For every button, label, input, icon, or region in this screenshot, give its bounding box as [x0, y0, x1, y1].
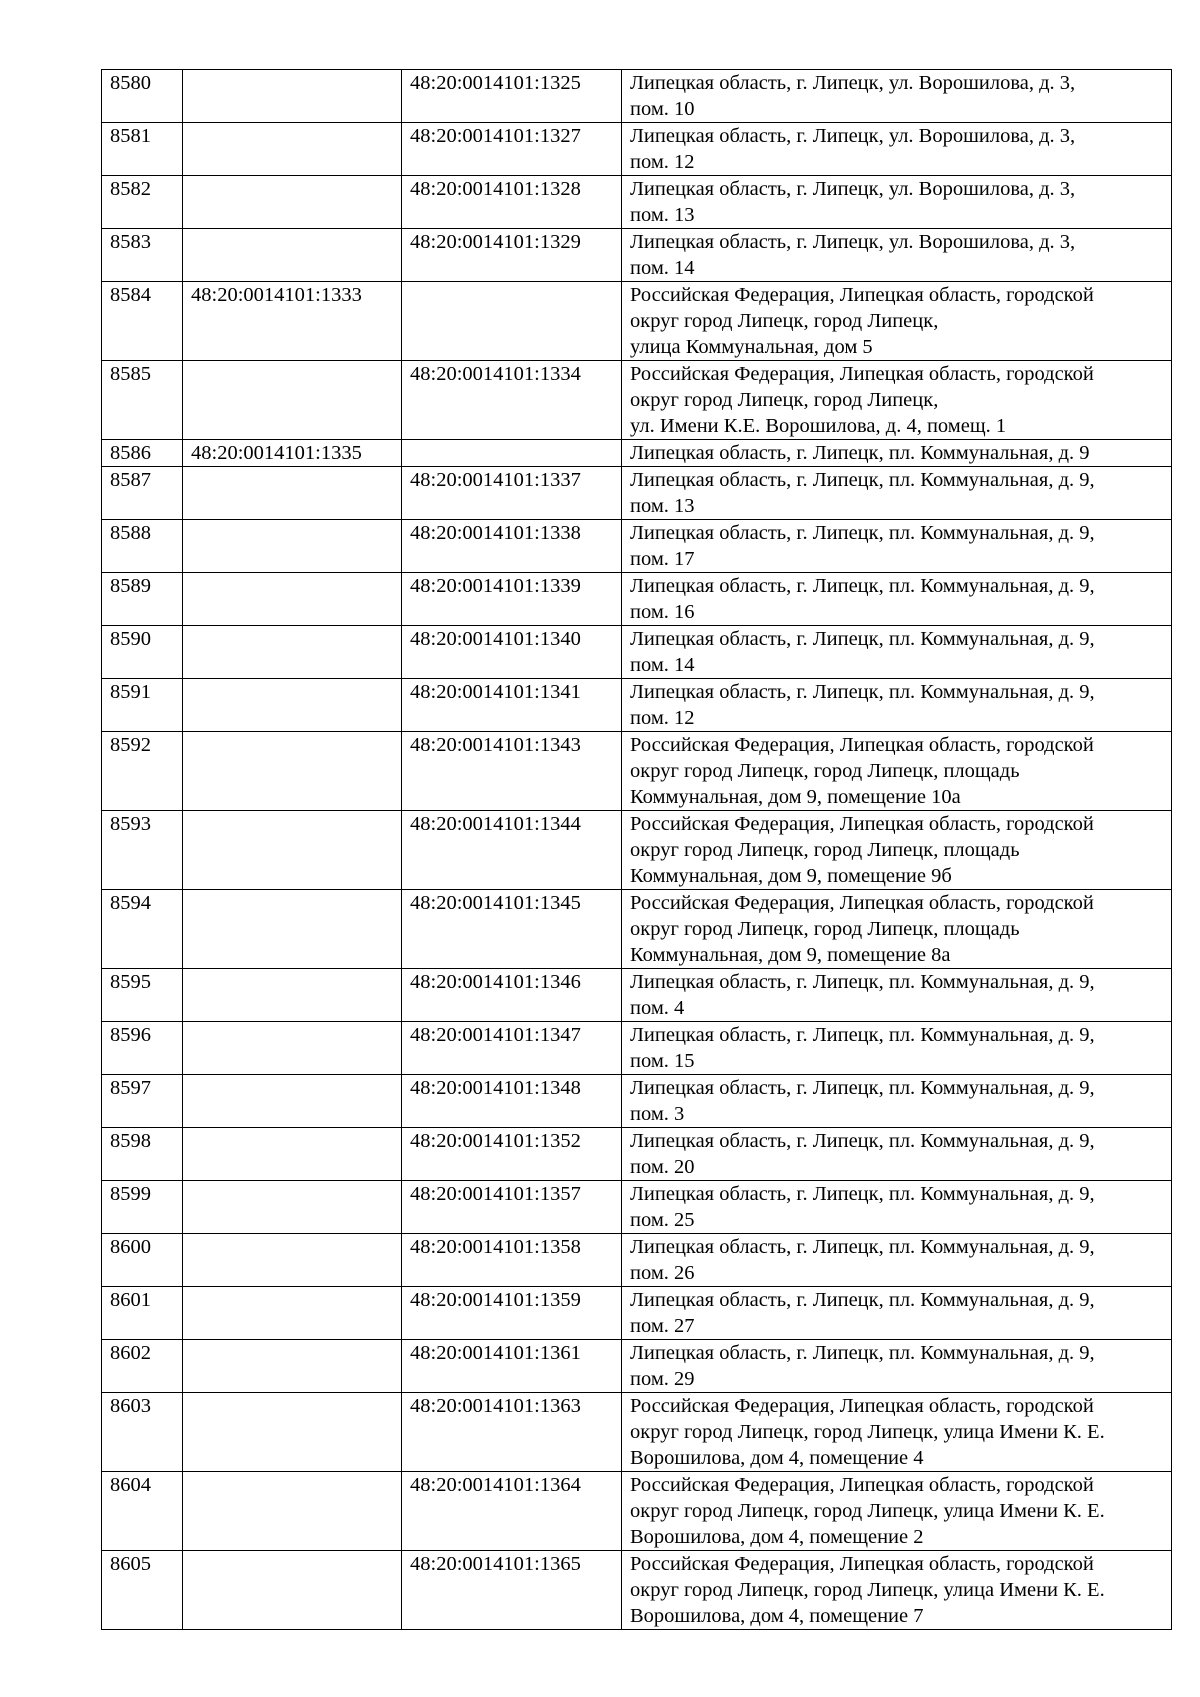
table-row	[102, 573, 1172, 626]
address-cell: Липецкая область, г. Липецк, ул. Ворошилова, д. 3, пом. 13	[622, 176, 1172, 229]
row-number-cell: 8599	[102, 1181, 183, 1234]
object-cadastral-number-cell: 48:20:0014101:1365	[402, 1551, 622, 1630]
parcel-cadastral-number-cell	[183, 1234, 402, 1287]
address-cell: Липецкая область, г. Липецк, пл. Коммунальная, д. 9, пом. 4	[622, 969, 1172, 1022]
object-cadastral-number-cell: 48:20:0014101:1363	[402, 1393, 622, 1472]
object-cadastral-number-cell: 48:20:0014101:1325	[402, 70, 622, 123]
parcel-cadastral-number-cell	[183, 1075, 402, 1128]
parcel-cadastral-number-cell	[183, 573, 402, 626]
address-cell: Липецкая область, г. Липецк, пл. Коммунальная, д. 9, пом. 12	[622, 679, 1172, 732]
address-cell: Липецкая область, г. Липецк, пл. Коммунальная, д. 9, пом. 26	[622, 1234, 1172, 1287]
table-row	[102, 361, 1172, 440]
object-cadastral-number-cell: 48:20:0014101:1337	[402, 467, 622, 520]
object-cadastral-number-cell: 48:20:0014101:1328	[402, 176, 622, 229]
object-cadastral-number-cell: 48:20:0014101:1364	[402, 1472, 622, 1551]
table-row	[102, 1022, 1172, 1075]
row-number-cell: 8584	[102, 282, 183, 361]
object-cadastral-number-cell: 48:20:0014101:1338	[402, 520, 622, 573]
address-cell: Липецкая область, г. Липецк, пл. Коммунальная, д. 9, пом. 27	[622, 1287, 1172, 1340]
table-row	[102, 811, 1172, 890]
address-cell: Липецкая область, г. Липецк, пл. Коммунальная, д. 9, пом. 15	[622, 1022, 1172, 1075]
object-cadastral-number-cell: 48:20:0014101:1345	[402, 890, 622, 969]
address-cell: Липецкая область, г. Липецк, пл. Коммунальная, д. 9, пом. 25	[622, 1181, 1172, 1234]
object-cadastral-number-cell: 48:20:0014101:1327	[402, 123, 622, 176]
object-cadastral-number-cell	[402, 440, 622, 467]
table-row	[102, 123, 1172, 176]
registry-table-body	[102, 70, 1172, 1630]
table-row	[102, 1551, 1172, 1630]
object-cadastral-number-cell: 48:20:0014101:1352	[402, 1128, 622, 1181]
object-cadastral-number-cell: 48:20:0014101:1347	[402, 1022, 622, 1075]
table-row	[102, 176, 1172, 229]
address-cell: Российская Федерация, Липецкая область, городской округ город Липецк, город Липецк, ул. Имени К.Е. Ворошилова, д. 4, помещ. 1	[622, 361, 1172, 440]
table-row	[102, 1472, 1172, 1551]
parcel-cadastral-number-cell	[183, 1128, 402, 1181]
table-row	[102, 626, 1172, 679]
row-number-cell: 8601	[102, 1287, 183, 1340]
parcel-cadastral-number-cell	[183, 70, 402, 123]
address-cell: Российская Федерация, Липецкая область, городской округ город Липецк, город Липецк, площадь Коммунальная, дом 9, помещение 10а	[622, 732, 1172, 811]
parcel-cadastral-number-cell	[183, 679, 402, 732]
object-cadastral-number-cell: 48:20:0014101:1341	[402, 679, 622, 732]
row-number-cell: 8585	[102, 361, 183, 440]
object-cadastral-number-cell: 48:20:0014101:1346	[402, 969, 622, 1022]
parcel-cadastral-number-cell	[183, 467, 402, 520]
address-cell: Российская Федерация, Липецкая область, городской округ город Липецк, город Липецк, улица Имени К. Е. Ворошилова, дом 4, помещение 7	[622, 1551, 1172, 1630]
parcel-cadastral-number-cell	[183, 626, 402, 679]
address-cell: Липецкая область, г. Липецк, ул. Ворошилова, д. 3, пом. 12	[622, 123, 1172, 176]
object-cadastral-number-cell: 48:20:0014101:1344	[402, 811, 622, 890]
table-row	[102, 467, 1172, 520]
parcel-cadastral-number-cell	[183, 1551, 402, 1630]
parcel-cadastral-number-cell: 48:20:0014101:1335	[183, 440, 402, 467]
table-row	[102, 1287, 1172, 1340]
row-number-cell: 8583	[102, 229, 183, 282]
table-row	[102, 1128, 1172, 1181]
table-row	[102, 890, 1172, 969]
table-row	[102, 440, 1172, 467]
parcel-cadastral-number-cell	[183, 1287, 402, 1340]
parcel-cadastral-number-cell	[183, 520, 402, 573]
row-number-cell: 8593	[102, 811, 183, 890]
table-row	[102, 229, 1172, 282]
address-cell: Липецкая область, г. Липецк, пл. Коммунальная, д. 9, пом. 14	[622, 626, 1172, 679]
table-row	[102, 70, 1172, 123]
address-cell: Липецкая область, г. Липецк, пл. Коммунальная, д. 9, пом. 16	[622, 573, 1172, 626]
parcel-cadastral-number-cell	[183, 176, 402, 229]
parcel-cadastral-number-cell	[183, 732, 402, 811]
row-number-cell: 8589	[102, 573, 183, 626]
address-cell: Липецкая область, г. Липецк, пл. Коммунальная, д. 9, пом. 29	[622, 1340, 1172, 1393]
object-cadastral-number-cell: 48:20:0014101:1329	[402, 229, 622, 282]
row-number-cell: 8596	[102, 1022, 183, 1075]
address-cell: Липецкая область, г. Липецк, пл. Коммунальная, д. 9, пом. 17	[622, 520, 1172, 573]
object-cadastral-number-cell: 48:20:0014101:1357	[402, 1181, 622, 1234]
table-row	[102, 1393, 1172, 1472]
object-cadastral-number-cell: 48:20:0014101:1334	[402, 361, 622, 440]
parcel-cadastral-number-cell	[183, 1340, 402, 1393]
parcel-cadastral-number-cell	[183, 361, 402, 440]
parcel-cadastral-number-cell	[183, 123, 402, 176]
row-number-cell: 8591	[102, 679, 183, 732]
parcel-cadastral-number-cell	[183, 1393, 402, 1472]
row-number-cell: 8604	[102, 1472, 183, 1551]
row-number-cell: 8586	[102, 440, 183, 467]
table-row	[102, 1075, 1172, 1128]
address-cell: Российская Федерация, Липецкая область, городской округ город Липецк, город Липецк, улица Коммунальная, дом 5	[622, 282, 1172, 361]
address-cell: Российская Федерация, Липецкая область, городской округ город Липецк, город Липецк, улица Имени К. Е. Ворошилова, дом 4, помещение 2	[622, 1472, 1172, 1551]
address-cell: Липецкая область, г. Липецк, ул. Ворошилова, д. 3, пом. 10	[622, 70, 1172, 123]
address-cell: Липецкая область, г. Липецк, ул. Ворошилова, д. 3, пом. 14	[622, 229, 1172, 282]
row-number-cell: 8602	[102, 1340, 183, 1393]
row-number-cell: 8588	[102, 520, 183, 573]
table-row	[102, 732, 1172, 811]
table-row	[102, 520, 1172, 573]
parcel-cadastral-number-cell	[183, 890, 402, 969]
registry-table	[101, 69, 1172, 1630]
row-number-cell: 8581	[102, 123, 183, 176]
row-number-cell: 8587	[102, 467, 183, 520]
address-cell: Российская Федерация, Липецкая область, городской округ город Липецк, город Липецк, площадь Коммунальная, дом 9, помещение 9б	[622, 811, 1172, 890]
parcel-cadastral-number-cell	[183, 969, 402, 1022]
parcel-cadastral-number-cell	[183, 1181, 402, 1234]
object-cadastral-number-cell: 48:20:0014101:1343	[402, 732, 622, 811]
row-number-cell: 8597	[102, 1075, 183, 1128]
address-cell: Липецкая область, г. Липецк, пл. Коммунальная, д. 9	[622, 440, 1172, 467]
parcel-cadastral-number-cell	[183, 811, 402, 890]
address-cell: Липецкая область, г. Липецк, пл. Коммунальная, д. 9, пом. 20	[622, 1128, 1172, 1181]
row-number-cell: 8582	[102, 176, 183, 229]
row-number-cell: 8600	[102, 1234, 183, 1287]
table-row	[102, 1181, 1172, 1234]
parcel-cadastral-number-cell	[183, 229, 402, 282]
address-cell: Российская Федерация, Липецкая область, городской округ город Липецк, город Липецк, улица Имени К. Е. Ворошилова, дом 4, помещение 4	[622, 1393, 1172, 1472]
address-cell: Российская Федерация, Липецкая область, городской округ город Липецк, город Липецк, площадь Коммунальная, дом 9, помещение 8а	[622, 890, 1172, 969]
object-cadastral-number-cell: 48:20:0014101:1339	[402, 573, 622, 626]
address-cell: Липецкая область, г. Липецк, пл. Коммунальная, д. 9, пом. 13	[622, 467, 1172, 520]
row-number-cell: 8590	[102, 626, 183, 679]
object-cadastral-number-cell	[402, 282, 622, 361]
row-number-cell: 8580	[102, 70, 183, 123]
object-cadastral-number-cell: 48:20:0014101:1361	[402, 1340, 622, 1393]
parcel-cadastral-number-cell	[183, 1472, 402, 1551]
table-row	[102, 679, 1172, 732]
object-cadastral-number-cell: 48:20:0014101:1348	[402, 1075, 622, 1128]
object-cadastral-number-cell: 48:20:0014101:1359	[402, 1287, 622, 1340]
table-row	[102, 1340, 1172, 1393]
row-number-cell: 8598	[102, 1128, 183, 1181]
table-row	[102, 282, 1172, 361]
parcel-cadastral-number-cell	[183, 1022, 402, 1075]
row-number-cell: 8594	[102, 890, 183, 969]
table-row	[102, 969, 1172, 1022]
object-cadastral-number-cell: 48:20:0014101:1340	[402, 626, 622, 679]
row-number-cell: 8605	[102, 1551, 183, 1630]
object-cadastral-number-cell: 48:20:0014101:1358	[402, 1234, 622, 1287]
address-cell: Липецкая область, г. Липецк, пл. Коммунальная, д. 9, пом. 3	[622, 1075, 1172, 1128]
row-number-cell: 8603	[102, 1393, 183, 1472]
table-row	[102, 1234, 1172, 1287]
row-number-cell: 8595	[102, 969, 183, 1022]
row-number-cell: 8592	[102, 732, 183, 811]
parcel-cadastral-number-cell: 48:20:0014101:1333	[183, 282, 402, 361]
